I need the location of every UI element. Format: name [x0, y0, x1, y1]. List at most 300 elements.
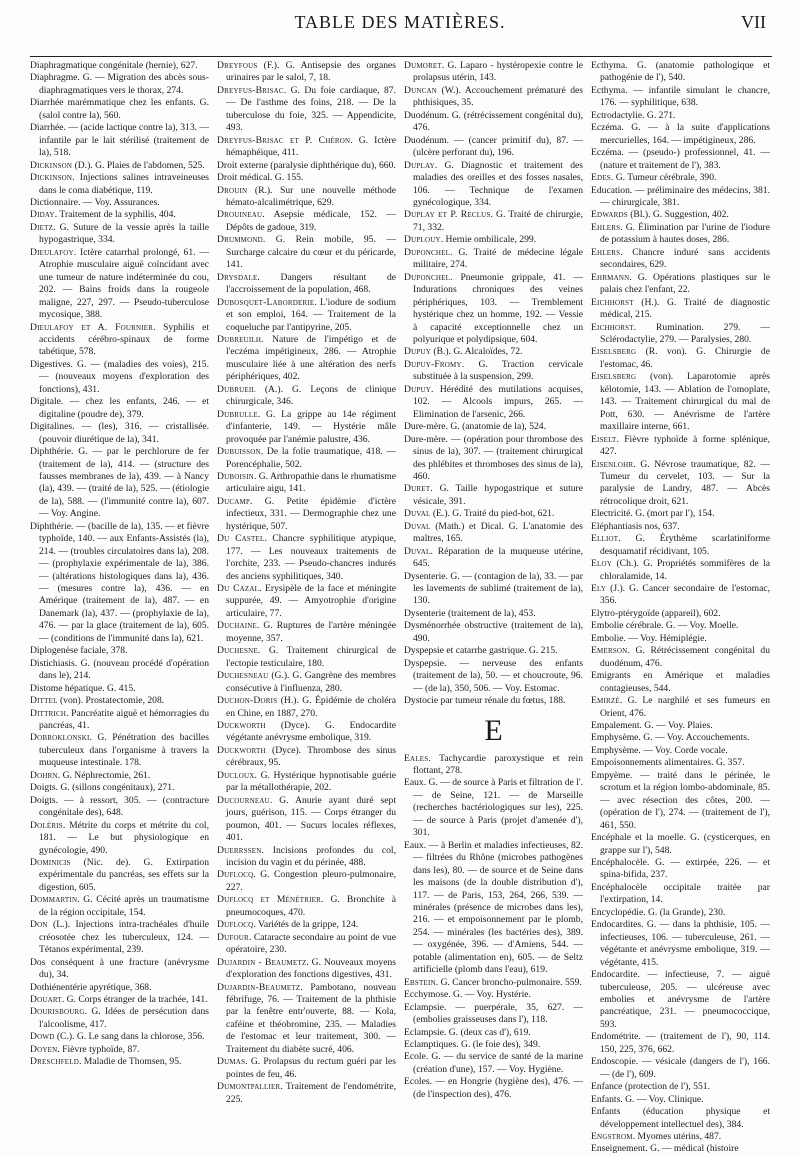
index-entry	[591, 459, 770, 509]
index-entry	[591, 1094, 770, 1106]
entry-text: Encyclopédie. G. (la Grande), 230.	[591, 906, 726, 918]
entry-text: Eaux. G. — de source à Paris et filtration de l'. — de Seine, 121. — de Marseille (recherches bactériologiques sur les), 225. — de source à Paris (projet d'amenée d'), 301.	[404, 777, 583, 839]
entry-text: . G. Diagnostic et traitement des maladies des oreilles et des fosses nasales, 106. — Technique de l'examen gynécologique, 334.	[413, 159, 583, 208]
index-entry	[404, 658, 583, 695]
entry-text: . Traitement de l'endométrite, 225.	[226, 1081, 396, 1105]
entry-text: (R. von). G. Chirurgie de l'estomac, 46.	[600, 346, 770, 370]
index-entry	[30, 1044, 209, 1056]
index-entry	[30, 658, 209, 683]
entry-text: Dystocie par tumeur rénale du fœtus, 188.	[404, 695, 566, 707]
entry-text: Dyspepsie. — nerveuse des enfants (traitement de la), 50. — et choucroute, 96. — (de la), 350, 506. — Voy. Estomac.	[404, 657, 583, 694]
index-entry	[217, 496, 396, 533]
index-entry	[30, 782, 209, 794]
index-entry	[404, 840, 583, 977]
entry-text: . Dangers résultant de l'accroissement de la population, 468.	[226, 271, 396, 296]
entry-text: . G. Érythème scarlatiniforme desquamatif récidivant, 105.	[600, 533, 770, 557]
entry-text: (C.). G. Le sang dans la chlorose, 356.	[54, 1031, 205, 1043]
index-entry	[404, 989, 583, 1001]
entry-author: Duflocq	[217, 919, 254, 931]
index-entry	[30, 1031, 209, 1043]
entry-text: Eclampsie. G. (deux cas d'), 619.	[404, 1026, 531, 1038]
entry-text: (von). Laparotomie après kélotomie, 143. — Ablation de l'omoplate, 143. — Traitement chirurgical du mal de Pott, 630. — Anévrisme de l'artère maxillaire interne, 661.	[600, 371, 770, 433]
index-entry	[591, 346, 770, 371]
entry-text: Duodénum. G. (rétrécissement congénital du), 476.	[404, 109, 583, 134]
index-entry	[30, 60, 209, 72]
index-entry	[404, 483, 583, 508]
index-entry	[30, 695, 209, 707]
entry-author: Ely	[591, 583, 607, 595]
entry-author: Eichhorst	[591, 321, 634, 333]
entry-author: Dietz	[30, 221, 54, 233]
entry-text: Digitale. — chez les enfants, 246. — et digitaline (poudre de), 379.	[30, 396, 209, 420]
index-entry	[217, 334, 396, 384]
index-entry	[30, 795, 209, 820]
index-entry	[591, 1106, 770, 1131]
index-entry	[30, 421, 209, 446]
index-entry	[404, 1027, 583, 1039]
index-entry	[591, 272, 770, 297]
entry-text: . G. Nouveaux moyens d'exploration des fonctions digestives, 431.	[226, 956, 396, 981]
entry-author: Duplay et P. Reclus	[404, 209, 491, 221]
entry-author: Dickinson	[30, 172, 73, 184]
entry-text: (H.). G. Épidémie de choléra en Chine, en 1887, 270.	[226, 695, 396, 719]
index-entry	[217, 446, 396, 471]
entry-text: . Hérédité des mutilations acquises, 102. — Alcools impurs, 265. — Elimination de l'arsenic, 266.	[413, 383, 583, 420]
entry-text: . G. Congestion pleuro-pulmonaire, 227.	[226, 869, 396, 893]
index-entry	[404, 521, 583, 546]
index-entry	[217, 745, 396, 770]
index-entry	[591, 371, 770, 433]
entry-author: Dieulafoy	[30, 246, 74, 258]
entry-text: Enfants. G. — Voy. Clinique.	[591, 1093, 704, 1105]
entry-text: Dyspepsie et catarrhe gastrique. G. 215.	[404, 645, 558, 657]
entry-text: (von). Prostatectomie, 208.	[57, 695, 165, 707]
section-letter: E	[484, 713, 503, 747]
index-entry	[30, 708, 209, 733]
index-entry	[30, 97, 209, 122]
entry-text: . Hernie ombilicale, 299.	[440, 234, 537, 246]
index-entry	[30, 1006, 209, 1031]
entry-text: . Syphilis et accidents cérébro-spinaux de forme tabétique, 578.	[39, 321, 209, 358]
entry-text: Ecthyma. — infantile simulant le chancre, 176. — syphilitique, 638.	[591, 84, 770, 109]
entry-author: Duponchel	[404, 271, 451, 283]
index-entry	[217, 770, 396, 795]
index-entry	[591, 434, 770, 459]
entry-author: Drysdale	[217, 271, 258, 283]
entry-author: Dominicis	[30, 857, 71, 868]
entry-text: (R.). Sur une nouvelle méthode hémato-alcalimétrique, 629.	[226, 184, 396, 208]
index-entry	[30, 160, 209, 172]
entry-text: (J.). G. Cancer secondaire de l'estomac, 356.	[600, 583, 770, 607]
entry-author: Ebstein	[404, 976, 436, 988]
index-entry	[217, 932, 396, 957]
index-entry	[217, 720, 396, 745]
entry-text: . G. Traction cervicale substituée à la suspension, 299.	[413, 358, 583, 383]
entry-author: Du Castel	[217, 533, 265, 545]
index-entry	[404, 1039, 583, 1051]
entry-author: Duret	[404, 483, 431, 495]
entry-text: . De la folie traumatique, 418. — Porencéphalie, 502.	[226, 446, 396, 470]
entry-author: Dupuy	[404, 383, 431, 395]
entry-text: Ectrodactylie. G. 271.	[591, 109, 676, 121]
entry-author: Drummond	[217, 234, 263, 246]
entry-author: Dieulafoy et A. Fournier	[30, 321, 154, 333]
entry-author: Doléris	[30, 819, 63, 831]
index-entry	[217, 583, 396, 620]
index-entry	[591, 1031, 770, 1056]
entry-text: . G. Bronchite à pneumocoques, 470.	[226, 894, 397, 918]
entry-text: Ecthyma. G. (anatomie pathologique et pathogénie de l'), 540.	[591, 60, 770, 84]
index-entry	[404, 695, 583, 707]
entry-text: . G. Anurie ayant duré sept jours, guérison, 115. — Corps étranger du poumon, 401. — Sucurs locales réflexes, 401.	[226, 794, 396, 844]
index-entry	[30, 994, 209, 1006]
entry-text: . G. Corps étranger de la trachée, 141.	[61, 993, 208, 1005]
entry-author: Eisenlohr	[591, 458, 634, 470]
index-entry	[591, 558, 770, 583]
entry-author: Drouin	[217, 184, 248, 196]
index-entry	[591, 185, 770, 210]
index-entry	[591, 770, 770, 832]
entry-author: Ducloux	[217, 769, 255, 781]
entry-text: Encéphalocèle. G. — extirpée, 226. — et spina-bifida, 237.	[591, 857, 770, 881]
entry-text: Droit médical. G. 155.	[217, 172, 304, 184]
index-entry	[591, 521, 770, 533]
entry-author: Duplay	[404, 159, 435, 171]
index-entry	[591, 533, 770, 558]
entry-text: . G. Arthropathie dans le rhumatisme articulaire aigu, 141.	[226, 470, 396, 495]
index-entry	[591, 732, 770, 744]
index-entry	[591, 85, 770, 110]
index-entry	[591, 620, 770, 632]
entry-author: Emerson	[591, 645, 628, 657]
entry-text: . G. Suture de la vessie après la taille hypogastrique, 334.	[39, 221, 209, 246]
entry-text: . G. Cancer broncho-pulmonaire. 559.	[435, 976, 582, 988]
entry-text: . Chancre induré sans accidents secondaires, 629.	[600, 246, 770, 271]
entry-author: Dommartin	[30, 894, 78, 906]
entry-author: Ehlers	[591, 221, 621, 233]
index-entry	[591, 60, 770, 85]
entry-text: Diplogenèse faciale, 378.	[30, 645, 128, 657]
entry-author: Eloy	[591, 558, 613, 570]
entry-author: Ducamp	[217, 495, 251, 507]
index-entry	[404, 346, 583, 358]
entry-author: Duponchel	[404, 246, 451, 258]
entry-author: Emirzé	[591, 695, 620, 707]
entry-text: . Nature de l'impétigo et de l'eczéma impétigineux, 286. — Atrophie musculaire liée à une altération des nerfs périphériques, 402.	[226, 333, 396, 383]
index-entry	[404, 508, 583, 520]
entry-text: . G. Tumeur cérébrale, 390.	[610, 172, 717, 184]
entry-text: Digestives. G. — (maladies des voies), 215. — (nouveaux moyens d'exploration des fonctions), 431.	[30, 358, 209, 395]
entry-author: Duckworth	[217, 720, 266, 732]
entry-author: Duflocq et Ménétrier	[217, 894, 321, 906]
index-entry	[30, 209, 209, 221]
index-entry	[30, 322, 209, 359]
entry-text: . G. Cécité après un traumatisme de la région occipitale, 154.	[39, 894, 209, 918]
index-entry	[404, 384, 583, 421]
index-entry	[217, 1056, 396, 1081]
entry-text: . Rumination. 279. — Sclérodactylie, 279. — Paralysies, 280.	[600, 321, 770, 345]
entry-author: Duval	[404, 545, 431, 557]
index-entry	[217, 533, 396, 583]
index-entry	[591, 832, 770, 857]
entry-author: Dubuisson	[217, 446, 261, 458]
entry-author: Dujardin - Beaumetz	[217, 956, 307, 968]
entry-text: Dure-mère. — (opération pour thrombose des sinus de la), 307. — (traitement chirurgical des phlébites et thromboses des sinus de la), 460.	[404, 433, 583, 482]
entry-text: Diarrhée marémmatique chez les enfants. G. (salol contre la), 560.	[30, 97, 209, 121]
entry-text: Endométrite. — (traitement de l'), 90, 114. 150, 225, 376, 662.	[591, 1031, 770, 1055]
index-entry	[591, 969, 770, 1031]
index-entry	[591, 720, 770, 732]
entry-author: Ducourneau	[217, 794, 270, 806]
entry-text: (Nic. de). G. Extirpation expérimentale du pancréas, ses effets sur la digestion, 605.	[39, 857, 209, 893]
entry-text: Dysenterie (traitement de la), 453.	[404, 607, 536, 619]
index-entry	[217, 272, 396, 297]
entry-text: . Incisions profondes du col, incision du vagin et du périnée, 488.	[226, 844, 396, 868]
index-entry	[404, 620, 583, 645]
index-entry	[591, 745, 770, 757]
index-entry	[404, 359, 583, 384]
entry-author: Duchaine	[217, 620, 258, 632]
entry-author: Du Cazal	[217, 583, 260, 595]
index-entry	[217, 795, 396, 845]
entry-text: Dos conséquent à une fracture (anévrysme du), 34.	[30, 956, 209, 981]
index-entry	[591, 247, 770, 272]
entry-text: Education. — préliminaire des médecins, 381. — chirurgicale, 381.	[591, 184, 770, 208]
entry-author: Duchesneau	[217, 670, 269, 682]
entry-author: Dourisbourg	[30, 1006, 85, 1018]
entry-author: Dittel	[30, 695, 58, 707]
entry-text: . Ictère catarrhal prolongé, 61. — Atrophie musculaire aiguë coïncidant avec une tumeur de nature indéterminée du cou, 202. — Bains froids dans la rougeole maligne, 227, 297. — Pseudo-tuberculose mycosique, 388.	[39, 246, 209, 321]
index-entry	[404, 135, 583, 160]
entry-text: . G. Néphrectomie, 261.	[57, 769, 151, 781]
index-entry	[404, 645, 583, 657]
index-column	[30, 60, 209, 1072]
index-entry	[30, 645, 209, 657]
entry-author: Dittrich	[30, 707, 67, 719]
index-entry	[30, 122, 209, 159]
index-entry	[217, 845, 396, 870]
entry-author: Dohrn	[30, 769, 58, 781]
index-entry	[217, 234, 396, 271]
index-entry	[30, 919, 209, 956]
entry-author: Dubrueil	[217, 383, 256, 395]
index-column	[591, 60, 770, 1155]
entry-text: (G.). G. Gangrène des membres consécutive à l'influenza, 280.	[226, 670, 396, 694]
index-entry	[30, 732, 209, 769]
entry-text: . Pambotano, nouveau fébrifuge, 76. — Traitement de la phthisie par la fenêtre entr'ouverte, 88. — Kola, caféine et théobromine, 235. — Maladies de l'estomac et leur traitement, 300. — Traitement du diabète sucré, 406.	[226, 981, 396, 1055]
index-entry	[217, 60, 396, 85]
entry-text: . Pancréatite aiguë et hémorragies du pancréas, 41.	[39, 707, 209, 732]
entry-text: Diphthérie. — (bacille de la), 135. — et fièvre typhoïde, 140. — aux Enfants-Assistés (la), 214. — (troubles circulatoires dans la), 208. — (prophylaxie expérimentale de la), 386. — (altérations histologiques dans la), 436. — (mesures contre la), 436. — en Amérique (traitement de la), 487. — en Danemark (la), 437. — (prophylaxie de la), 476. — par la glace (traitement de la), 605. — (conditions de l'immunité dans la), 621.	[30, 520, 209, 644]
index-entry	[30, 957, 209, 982]
entry-author: Dumoret	[404, 60, 442, 71]
entry-text: . L'iodure de sodium et son emploi, 164. — Traitement de la coqueluche par l'antipyrine, 205.	[226, 296, 396, 333]
index-columns	[30, 60, 772, 1155]
index-entry	[404, 571, 583, 608]
entry-text: Ecole. G. — du service de santé de la marine (création d'une), 157. — Voy. Hygiène.	[404, 1051, 583, 1075]
entry-author: Eiselt	[591, 433, 617, 445]
index-entry	[404, 272, 583, 347]
entry-text: . Myomes utérins, 487.	[632, 1130, 722, 1142]
entry-author: Dumontpallier	[217, 1081, 281, 1093]
entry-author: Eiselsberg	[591, 346, 637, 358]
index-entry	[217, 894, 396, 919]
index-entry	[217, 471, 396, 496]
entry-text: . Tachycardie paroxystique et rein flottant, 278.	[413, 752, 583, 777]
entry-text: Eczéma. G. — à la suite d'applications mercurielles, 164. — impétigineux, 286.	[591, 122, 770, 146]
index-entry	[30, 247, 209, 322]
entry-text: Dysménorrhée obstructive (traitement de la), 490.	[404, 620, 583, 644]
index-entry	[30, 683, 209, 695]
entry-text: (Ch.). G. Propriétés sommifères de la chloralamide, 14.	[600, 558, 770, 582]
index-entry	[30, 770, 209, 782]
index-entry	[404, 753, 583, 778]
entry-author: Dupuy	[404, 346, 431, 358]
index-entry	[217, 982, 396, 1057]
index-entry	[591, 508, 770, 520]
entry-text: (D.). G. Plaies de l'abdomen, 525.	[72, 159, 205, 171]
entry-author: Diday	[30, 209, 55, 221]
index-entry	[591, 857, 770, 882]
index-entry	[404, 60, 583, 85]
index-entry	[591, 1056, 770, 1081]
entry-author: Edes	[591, 172, 611, 184]
index-entry	[404, 546, 583, 571]
entry-text: Droit externe (paralysie diphthérique du), 660.	[217, 159, 396, 171]
index-entry	[217, 160, 396, 172]
entry-text: Digitalines. — (les), 316. — cristallisée. (pouvoir diurétique de la), 341.	[30, 421, 209, 445]
index-entry	[404, 209, 583, 234]
index-entry	[591, 110, 770, 122]
entry-author: Dreyfus-Brisac et P. Chéron	[217, 134, 351, 146]
entry-text: . G. Traité de chirurgie, 71, 332.	[413, 209, 584, 233]
entry-text: . G. Rétrécissement congénital du duodénum, 476.	[600, 645, 770, 669]
index-entry	[591, 1131, 770, 1143]
entry-text: Enfance (protection de l'), 551.	[591, 1081, 710, 1093]
index-entry	[591, 209, 770, 221]
entry-text: Eaux. — à Berlin et maladies infectieuses, 82. — filtrées du Rhône (microbes pathogènes dans les), 80. — de source et de Seine dans les maisons (de la double distribution d'), 117. — de Paris, 153, 264, 266, 539. — minérales (présence de microbes dans les), 216. — et empoisonnement par le plomb, 254. — minérales (les bactéries des), 389. — oxygénée, 396. — d'Amiens, 544. — potable (alimentation en), 605. — de Seltz artificielle (plomb dans l'eau), 619.	[404, 839, 583, 976]
index-entry	[30, 222, 209, 247]
entry-text: Dysenterie. G. — (contagion de la), 33. — par les lavements de sublimé (traitement de la), 130.	[404, 570, 583, 607]
index-entry	[30, 359, 209, 396]
index-entry	[591, 122, 770, 147]
index-entry	[30, 982, 209, 994]
entry-text: . G. Du foie cardiaque, 87. — De l'asthme des foins, 218. — De la tuberculose du foie, 325. — Appendicite, 493.	[226, 84, 396, 134]
entry-author: Duerrssen	[217, 844, 262, 856]
index-entry	[217, 209, 396, 234]
index-entry	[30, 857, 209, 894]
index-entry	[217, 670, 396, 695]
index-entry	[217, 297, 396, 334]
index-entry	[404, 110, 583, 135]
entry-text: . G. Traité de médecine légale militaire, 274.	[413, 246, 583, 271]
entry-author: Duckworth	[217, 744, 266, 756]
entry-author: Doyen	[30, 1043, 58, 1055]
entry-text: (H.). G. Traité de diagnostic médical, 215.	[600, 296, 770, 321]
index-entry	[217, 1081, 396, 1106]
index-entry	[591, 608, 770, 620]
entry-text: . G. Ictère hémaphéique, 411.	[226, 134, 396, 159]
entry-text: (E.). G. Traité du pied-bot, 621.	[430, 508, 555, 520]
running-head	[0, 12, 800, 42]
entry-author: Drouineau	[217, 209, 263, 221]
entry-text: Diaphragme. G. — Migration des abcès sous-diaphragmatiques vers le thorax, 274.	[30, 72, 209, 96]
index-entry	[591, 583, 770, 608]
index-entry	[404, 977, 583, 989]
entry-author: Engstrom	[591, 1130, 633, 1142]
index-entry	[217, 185, 396, 210]
entry-text: Emigrants en Amérique et maladies contagieuses, 544.	[591, 670, 770, 694]
entry-text: . Métrite du corps et métrite du col, 181. — Le but physiologique en gynécologie, 490.	[39, 819, 209, 856]
entry-text: . G. Taille hypogastrique et suture vésicale, 391.	[413, 483, 583, 507]
index-entry	[591, 645, 770, 670]
index-entry	[217, 135, 396, 160]
entry-author: Dowd	[30, 1031, 55, 1043]
index-entry	[591, 172, 770, 184]
entry-author: Duboisin	[217, 470, 254, 482]
entry-author: Duchesne	[217, 645, 258, 657]
entry-text: (A.). G. Leçons de clinique chirurgicale, 346.	[226, 383, 396, 408]
entry-text: . G. Opérations plastiques sur le palais chez l'enfant, 22.	[600, 271, 770, 296]
entry-author: Duplouy	[404, 234, 441, 246]
entry-text: . G. Traitement chirurgical de l'ectopie testiculaire, 180.	[226, 645, 396, 669]
entry-text: . G. Hystérique hypnotisable guérie par la métallothérapie, 202.	[226, 769, 396, 794]
entry-text: Diarrhée. — (acide lactique contre la), 313. — infantile par le lait stérilisé (traitement de la), 518.	[30, 122, 210, 159]
page-number: VII	[741, 12, 766, 32]
entry-text: . Réparation de la muqueuse utérine, 645.	[413, 545, 583, 570]
entry-text: Eczéma. — (pseudo-) professionnel, 41. — (nature et traitement de l'), 383.	[591, 147, 770, 171]
entry-text: (Math.) et Dical. G. L'anatomie des maîtres, 165.	[413, 520, 583, 545]
entry-text: Eclampsie. — puerpérale, 35, 627. — (embolies graisseuses dans l'), 118.	[404, 1001, 583, 1026]
index-entry	[30, 894, 209, 919]
index-entry	[217, 384, 396, 409]
entry-text: Endoscopie. — vésicale (dangers de l'), 166. — (de l'), 609.	[591, 1056, 770, 1080]
index-entry	[591, 147, 770, 172]
entry-text: Dothiénentérie apyrétique, 368.	[30, 981, 152, 993]
entry-text: . G. Ruptures de l'artère méningée moyenne, 357.	[226, 620, 396, 644]
index-entry	[591, 907, 770, 919]
entry-text: Enfants (éducation physique et développement intellectuel des), 384.	[591, 1106, 770, 1130]
index-entry	[404, 1002, 583, 1027]
index-entry	[404, 608, 583, 620]
entry-author: Ehrmann	[591, 271, 630, 283]
index-entry	[591, 222, 770, 247]
index-entry	[30, 396, 209, 421]
entry-text: Dure-mère. G. (anatomie de la), 524.	[404, 421, 546, 433]
index-entry	[217, 957, 396, 982]
entry-text: Empyème. — traité dans le périnée, le scrotum et la région lombo-abdominale, 85. — avec résection des côtes, 200. — (opération de l'), 274. — (traitement de l'), 461, 550.	[591, 769, 770, 831]
entry-text: Endocardite. — infectieuse, 7. — aiguë tuberculeuse, 205. — ulcéreuse avec embolies et anévrysme de l'artère pancréatique, 231. — pneumococcique, 593.	[591, 969, 770, 1030]
index-entry	[591, 1081, 770, 1093]
entry-text: . G. Élimination par l'urine de l'iodure de potassium à hautes doses, 286.	[600, 221, 770, 246]
index-entry	[217, 645, 396, 670]
index-entry	[591, 919, 770, 969]
entry-text: . G. Prolapsus du rectum guéri par les pointes de feu, 46.	[226, 1056, 396, 1080]
entry-author: Dufour	[217, 931, 249, 943]
index-entry	[217, 869, 396, 894]
entry-text: (Dyce). G. Endocardite végétante anévrysme embolique, 319.	[226, 720, 396, 744]
entry-text: . G. La grippe au 14e régiment d'infanterie, 149. — Hystérie mâle provoquée par l'anémie palustre, 436.	[226, 408, 396, 445]
entry-author: Dobroklonski	[30, 732, 90, 744]
entry-text: . Cataracte secondaire au point de vue opératoire, 230.	[226, 931, 396, 956]
index-entry	[591, 1143, 770, 1155]
index-entry	[217, 620, 396, 645]
index-entry	[30, 1056, 209, 1068]
entry-author: Duval	[404, 520, 431, 532]
index-entry	[217, 85, 396, 135]
index-entry	[591, 695, 770, 720]
entry-text: . Erysipèle de la face et méningite suppurée, 49. — Amyotrophie d'origine articulaire, 77.	[226, 583, 397, 619]
